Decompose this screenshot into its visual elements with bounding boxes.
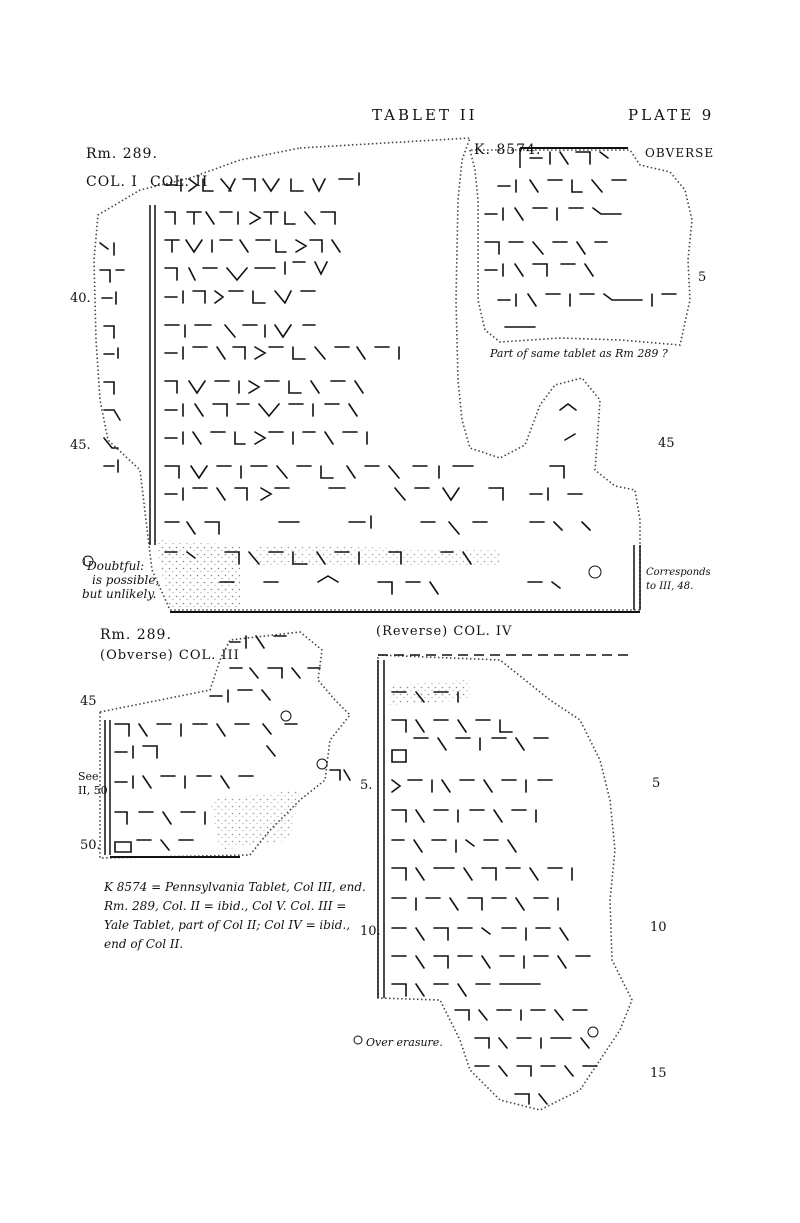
line-number: 10 <box>650 920 667 935</box>
identification-line: end of Col II. <box>104 937 184 951</box>
plate-number: PLATE 9 <box>628 106 715 124</box>
col-label-i: COL. I <box>86 174 138 190</box>
cuneiform-rows-col2 <box>100 173 560 594</box>
footnote-line: Doubtful: <box>87 559 145 573</box>
fragment-outline-rm289-obv <box>94 138 640 610</box>
tablet-title: TABLET II <box>372 106 478 124</box>
see-reference <box>78 770 108 798</box>
col-label-iii: (Obverse) COL. III <box>100 648 240 663</box>
fragment-stipple-rm289 <box>155 540 240 610</box>
footnote-line: but unlikely. <box>82 587 157 601</box>
cuneiform-rows-k8574 <box>485 152 676 327</box>
line-number: 5 <box>652 776 661 791</box>
line-number: 10. <box>360 924 381 939</box>
line-number: 5 <box>698 270 707 285</box>
identification-line: Rm. 289, Col. II = ibid., Col V. Col. III = <box>104 899 347 913</box>
corresponds-line: Corresponds <box>646 567 711 578</box>
line-number: 15 <box>650 1066 667 1081</box>
footnote-line: is possible, <box>92 573 160 587</box>
identification-line: Yale Tablet, part of Col II; Col IV = ibid., <box>104 918 351 932</box>
line-number: 45 <box>80 694 97 709</box>
footnote-marker: 1 <box>82 558 88 567</box>
siglum-k8574: K. 8574. <box>474 142 542 158</box>
line-number: 45 <box>658 436 675 451</box>
cuneiform-rows-right <box>530 404 590 530</box>
siglum-rm289: Rm. 289. <box>86 146 158 162</box>
footnote-doubtful <box>82 556 159 601</box>
col-label-ii: COL. II <box>150 174 209 190</box>
see-line: See <box>78 770 99 783</box>
corresponds-line: to III, 48. <box>646 581 694 592</box>
corresponds-note <box>646 566 711 594</box>
line-number: 5. <box>360 778 373 793</box>
identification-line: K 8574 = Pennsylvania Tablet, Col III, end. <box>104 880 366 894</box>
identification-note <box>104 878 366 954</box>
siglum-rm289-b: Rm. 289. <box>100 627 172 643</box>
erasure-note: Over erasure. <box>366 1036 443 1049</box>
see-line: II, 50 <box>78 784 108 797</box>
line-number: 50. <box>80 838 101 853</box>
col-label-iv: (Reverse) COL. IV <box>376 624 513 639</box>
line-number: 40. <box>70 291 91 306</box>
side-label: OBVERSE <box>645 146 715 160</box>
line-number: 45. <box>70 438 91 453</box>
fragment-caption: Part of same tablet as Rm 289 ? <box>490 347 668 360</box>
